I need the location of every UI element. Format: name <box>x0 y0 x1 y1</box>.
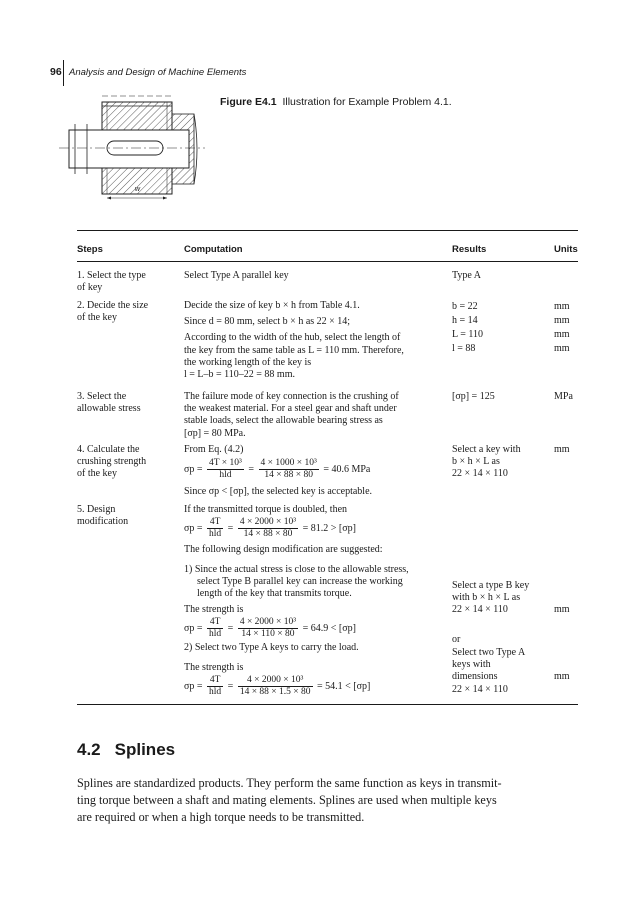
step-1-result: Type A <box>452 270 482 281</box>
step-3-label: 3. Select the allowable stress <box>77 391 141 415</box>
step-5-unit-b: mm <box>554 671 570 682</box>
step-5-strength-2: The strength is <box>184 662 244 673</box>
running-title: Analysis and Design of Machine Elements <box>69 67 247 78</box>
section-number: 4.2 <box>77 740 101 759</box>
col-header-computation: Computation <box>184 244 243 255</box>
paragraph-line: ting torque between a shaft and mating elements. Splines are used when multiple keys <box>77 793 497 807</box>
section-title: Splines <box>114 740 176 759</box>
step-5-label: 5. Design modification <box>77 504 129 528</box>
step-3-computation: The failure mode of key connection is the crushing of the weakest material. For a steel gear and shaft under stable loads, select the allowable bearing stress as [σp] = 80 MPa. <box>184 391 399 439</box>
step-4-results: Select a key with b × h × L as 22 × 14 × 110 <box>452 444 521 480</box>
step-5-results-a: Select a type B key with b × h × L as 22 × 14 × 110 <box>452 580 530 616</box>
step-1-label: 1. Select the type of key <box>77 270 146 294</box>
step-5-suggest: The following design modification are suggested: <box>184 544 383 555</box>
step-5-or: or <box>452 634 461 645</box>
table-header-rule <box>77 261 578 262</box>
step-4-from-eq: From Eq. (4.2) <box>184 444 244 455</box>
step-5-option-2: 2) Select two Type A keys to carry the load. <box>184 642 359 653</box>
table-bottom-rule <box>77 704 578 705</box>
step-5-results-b: Select two Type A keys with dimensions 22 × 14 × 110 <box>452 647 526 695</box>
figure-caption <box>220 96 452 108</box>
figure-label: Figure E4.1 <box>220 96 277 108</box>
table-top-rule <box>77 230 578 231</box>
header-divider <box>63 60 64 86</box>
step-4-equation: σp = $\frac{\text{4T × 10³}}{\text{hld}}$ = $\frac{\text{4 × 1000 × 10³}}{14 \times 88 \times 80}$ = 40.6 MPa <box>184 458 371 480</box>
figure-drawing <box>55 92 215 212</box>
paragraph-line: are required or when a high torque needs to be transmitted. <box>77 810 365 824</box>
col-header-steps: Steps <box>77 244 103 255</box>
step-4-conclusion: Since σp < [σp], the selected key is acceptable. <box>184 486 373 497</box>
step-3-result: [σp] = 125 <box>452 391 495 402</box>
step-2-units: mm mm mm mm <box>554 301 570 354</box>
body-paragraph <box>77 775 577 826</box>
step-2-computation: Decide the size of key b × h from Table 4.1. Since d = 80 mm, select b × h as 22 × 14; According to the width of the hub, select the length of the key from the same table as L = 110 mm. Therefore, the working length of the key is l = L–b = 110–22 = 88 mm. <box>184 300 404 381</box>
step-2-label: 2. Decide the size of the key <box>77 300 149 324</box>
step-5-option-1: 1) Since the actual stress is close to the allowable stress, select Type B parallel key can increase the working length of the key that transmits torque. <box>184 564 409 600</box>
step-4-unit: mm <box>554 444 570 455</box>
step-5-equation-1: σp = $\frac{4T}{\text{hld}}$ = $\frac{\text{4 × 2000 × 10³}}{14 \times 88 \times 80}$ = 81.2 > [σp] <box>184 517 356 539</box>
paragraph-line: Splines are standardized products. They perform the same function as keys in transmit- <box>77 776 502 790</box>
dimension-label: w <box>135 186 141 193</box>
step-1-computation: Select Type A parallel key <box>184 270 289 281</box>
step-4-label: 4. Calculate the crushing strength of the key <box>77 444 147 480</box>
col-header-results: Results <box>452 244 487 255</box>
step-2-results: b = 22 h = 14 L = 110 l = 88 <box>452 301 484 354</box>
step-3-unit: MPa <box>554 391 573 402</box>
step-5-equation-3: σp = $\frac{4T}{\text{hld}}$ = $\frac{\text{4 × 2000 × 10³}}{14 \times 88 \times 1.5 \times 80}$ = 54.1 < [σp] <box>184 675 371 697</box>
step-5-intro: If the transmitted torque is doubled, then <box>184 504 348 515</box>
figure-caption-text: Illustration for Example Problem 4.1. <box>282 96 452 108</box>
col-header-units: Units <box>554 244 578 255</box>
section-heading <box>77 740 175 760</box>
page-number: 96 <box>50 66 62 78</box>
step-5-strength-1: The strength is <box>184 604 244 615</box>
step-5-unit-a: mm <box>554 604 570 615</box>
step-5-equation-2: σp = $\frac{4T}{\text{hld}}$ = $\frac{\text{4 × 2000 × 10³}}{14 \times 110 \times 80}$ = 64.9 < [σp] <box>184 617 356 639</box>
